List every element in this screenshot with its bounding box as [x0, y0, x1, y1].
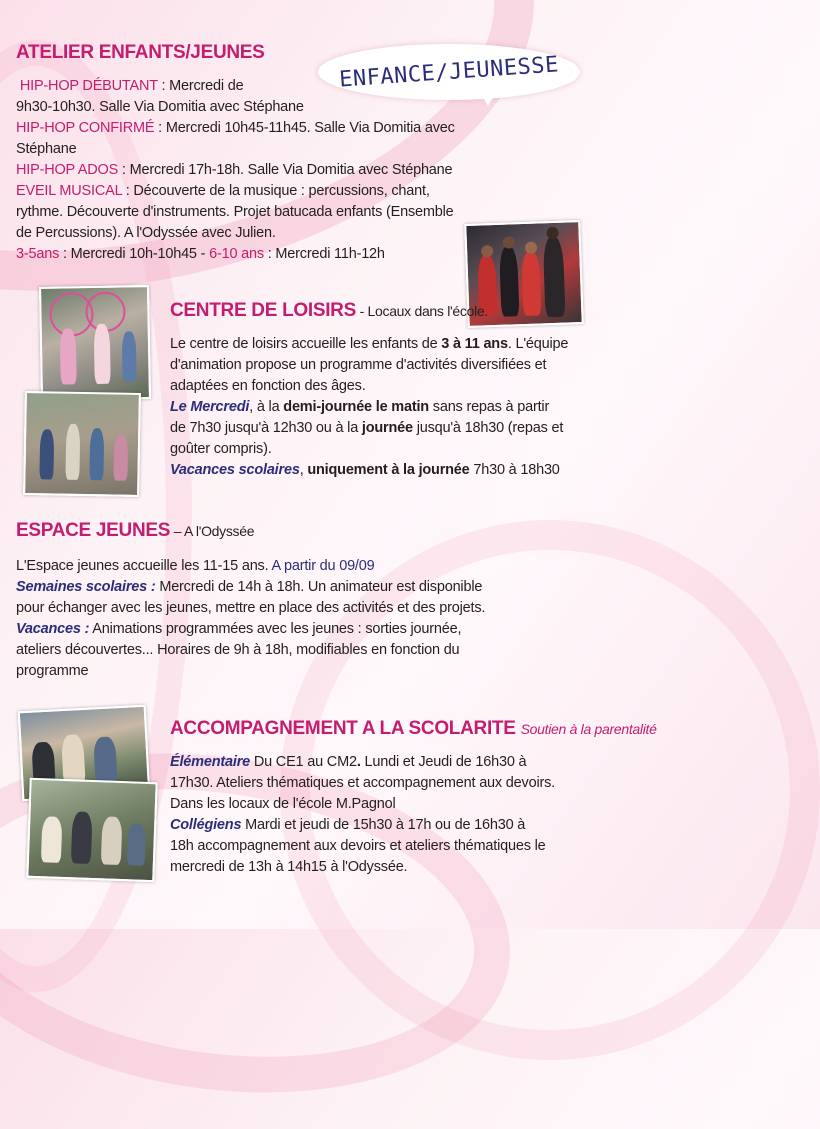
collegiens-line2: 18h accompagnement aux devoirs et ateliers thématiques le — [170, 838, 546, 854]
loisirs-mercredi — [170, 397, 590, 418]
jeunes-vacances — [16, 619, 586, 640]
hiphop-debutant-text-2: 9h30-10h30. Salle Via Domitia avec Stéphane — [16, 99, 304, 115]
loisirs-body — [170, 334, 590, 481]
loisirs-p1-text: Le centre de loisirs accueille les enfants de — [170, 336, 442, 352]
hiphop-debutant — [16, 76, 506, 97]
mercredi-text: , à la — [249, 399, 284, 415]
mercredi-label: Le Mercredi — [170, 399, 250, 415]
scolarite-elementaire — [170, 752, 588, 773]
vacances-scolaires-label: Vacances scolaires — [170, 462, 300, 478]
jeunes-intro — [16, 556, 586, 577]
eveil-text-2: rythme. Découverte d'instruments. Projet batucada enfants (Ensemble — [16, 204, 454, 220]
jeunes-vacances-text: Animations programmées avec les jeunes : sorties journée, — [89, 621, 462, 637]
hiphop-ados — [16, 160, 506, 181]
loisirs-vacances — [170, 460, 590, 481]
semaines-label: Semaines scolaires : — [16, 579, 156, 595]
hiphop-ados-text: : Mercredi 17h-18h. Salle Via Domitia avec Stéphane — [118, 162, 453, 178]
jeunes-title — [16, 520, 254, 542]
hiphop-ados-label: HIP-HOP ADOS — [16, 162, 119, 178]
loisirs-mercredi-line3: goûter compris). — [170, 441, 272, 457]
mercredi-journee: journée — [361, 420, 413, 436]
loisirs-p1-line3: adaptées en fonction des âges. — [170, 378, 366, 394]
mercredi-line2-text-2: jusqu'à 18h30 (repas et — [412, 420, 564, 436]
jeunes-semaines — [16, 577, 586, 598]
age1-text: : Mercredi 10h-10h45 - — [59, 246, 210, 262]
semaines-text-2: pour échanger avec les jeunes, mettre en place des activités et des projets. — [16, 600, 486, 616]
collegiens-schedule: Mardi et jeudi de 15h30 à 17h ou de 16h30 à — [241, 817, 526, 833]
kids-playing-photo — [39, 285, 151, 401]
hiphop-debutant-text: : Mercredi de — [157, 78, 244, 94]
kids-outdoor-photo — [23, 391, 141, 497]
vacances-text: , — [299, 462, 308, 478]
scolarite-title — [170, 718, 657, 740]
eveil-musical — [16, 181, 506, 202]
jeunes-intro-text: L'Espace jeunes accueille les 11-15 ans. — [16, 558, 272, 574]
atelier-title: ATELIER ENFANTS/JEUNES — [16, 42, 265, 63]
mercredi-line2-text: de 7h30 jusqu'à 12h30 ou à la — [170, 420, 362, 436]
scolarite-title-text: ACCOMPAGNEMENT A LA SCOLARITE — [170, 718, 516, 739]
scolarite-body — [170, 752, 588, 878]
elementaire-dot: . — [356, 754, 361, 770]
loisirs-subtitle: - Locaux dans l'école. — [355, 303, 488, 319]
loisirs-p1-text-2: . L'équipe — [507, 336, 569, 352]
hiphop-confirme-label: HIP-HOP CONFIRMÉ — [16, 120, 155, 136]
jeunes-subtitle: – A l'Odyssée — [170, 523, 255, 539]
loisirs-title — [170, 300, 488, 322]
vacances-journee: uniquement à la journée — [307, 462, 470, 478]
elementaire-label: Élémentaire — [170, 754, 251, 770]
jeunes-vacances-label: Vacances : — [16, 621, 90, 637]
eveil-text-3: de Percussions). A l'Odyssée avec Julien. — [16, 225, 276, 241]
jeunes-start-date: A partir du 09/09 — [271, 558, 375, 574]
elementaire-line2: 17h30. Ateliers thématiques et accompagnement aux devoirs. — [170, 775, 555, 791]
elementaire-schedule: Lundi et Jeudi de 16h30 à — [360, 754, 527, 770]
hiphop-confirme-text-2: Stéphane — [16, 141, 77, 157]
elementaire-levels: Du CE1 au CM2 — [250, 754, 357, 770]
age2-text: : Mercredi 11h-12h — [263, 246, 385, 262]
jeunes-vacances-text-3: programme — [16, 663, 89, 679]
jeunes-vacances-text-2: ateliers découvertes... Horaires de 9h à 18h, modifiables en fonction du — [16, 642, 460, 658]
hiphop-confirme-text: : Mercredi 10h45-11h45. Salle Via Domitia avec — [154, 120, 455, 136]
jeunes-title-text: ESPACE JEUNES — [16, 520, 171, 541]
loisirs-p1 — [170, 334, 590, 355]
eveil-text: : Découverte de la musique : percussions, chant, — [121, 183, 430, 199]
scolarite-subtitle: Soutien à la parentalité — [520, 721, 657, 737]
badge-label: ENFANCE/JEUNESSE — [338, 51, 560, 93]
hiphop-confirme — [16, 118, 506, 139]
loisirs-mercredi-line2 — [170, 418, 590, 439]
atelier-body — [16, 76, 506, 265]
collegiens-line3: mercredi de 13h à 14h15 à l'Odyssée. — [170, 859, 408, 875]
hiphop-debutant-label: HIP-HOP DÉBUTANT — [19, 78, 158, 94]
outdoor-group-photo — [26, 778, 157, 882]
age1-label: 3-5ans — [16, 246, 60, 262]
loisirs-p1-line2: d'animation propose un programme d'activités diversifiées et — [170, 357, 547, 373]
semaines-text: Mercredi de 14h à 18h. Un animateur est disponible — [155, 579, 483, 595]
elementaire-line3: Dans les locaux de l'école M.Pagnol — [170, 796, 396, 812]
vacances-hours: 7h30 à 18h30 — [469, 462, 560, 478]
age-groups — [16, 244, 506, 265]
mercredi-demi-journee: demi-journée le matin — [283, 399, 429, 415]
scolarite-collegiens — [170, 815, 588, 836]
mercredi-text-2: sans repas à partir — [428, 399, 550, 415]
loisirs-age-range: 3 à 11 ans — [441, 336, 508, 352]
loisirs-title-text: CENTRE DE LOISIRS — [170, 300, 356, 321]
collegiens-label: Collégiens — [170, 817, 242, 833]
eveil-label: EVEIL MUSICAL — [16, 183, 122, 199]
age2-label: 6-10 ans — [209, 246, 264, 262]
jeunes-body — [16, 556, 586, 682]
